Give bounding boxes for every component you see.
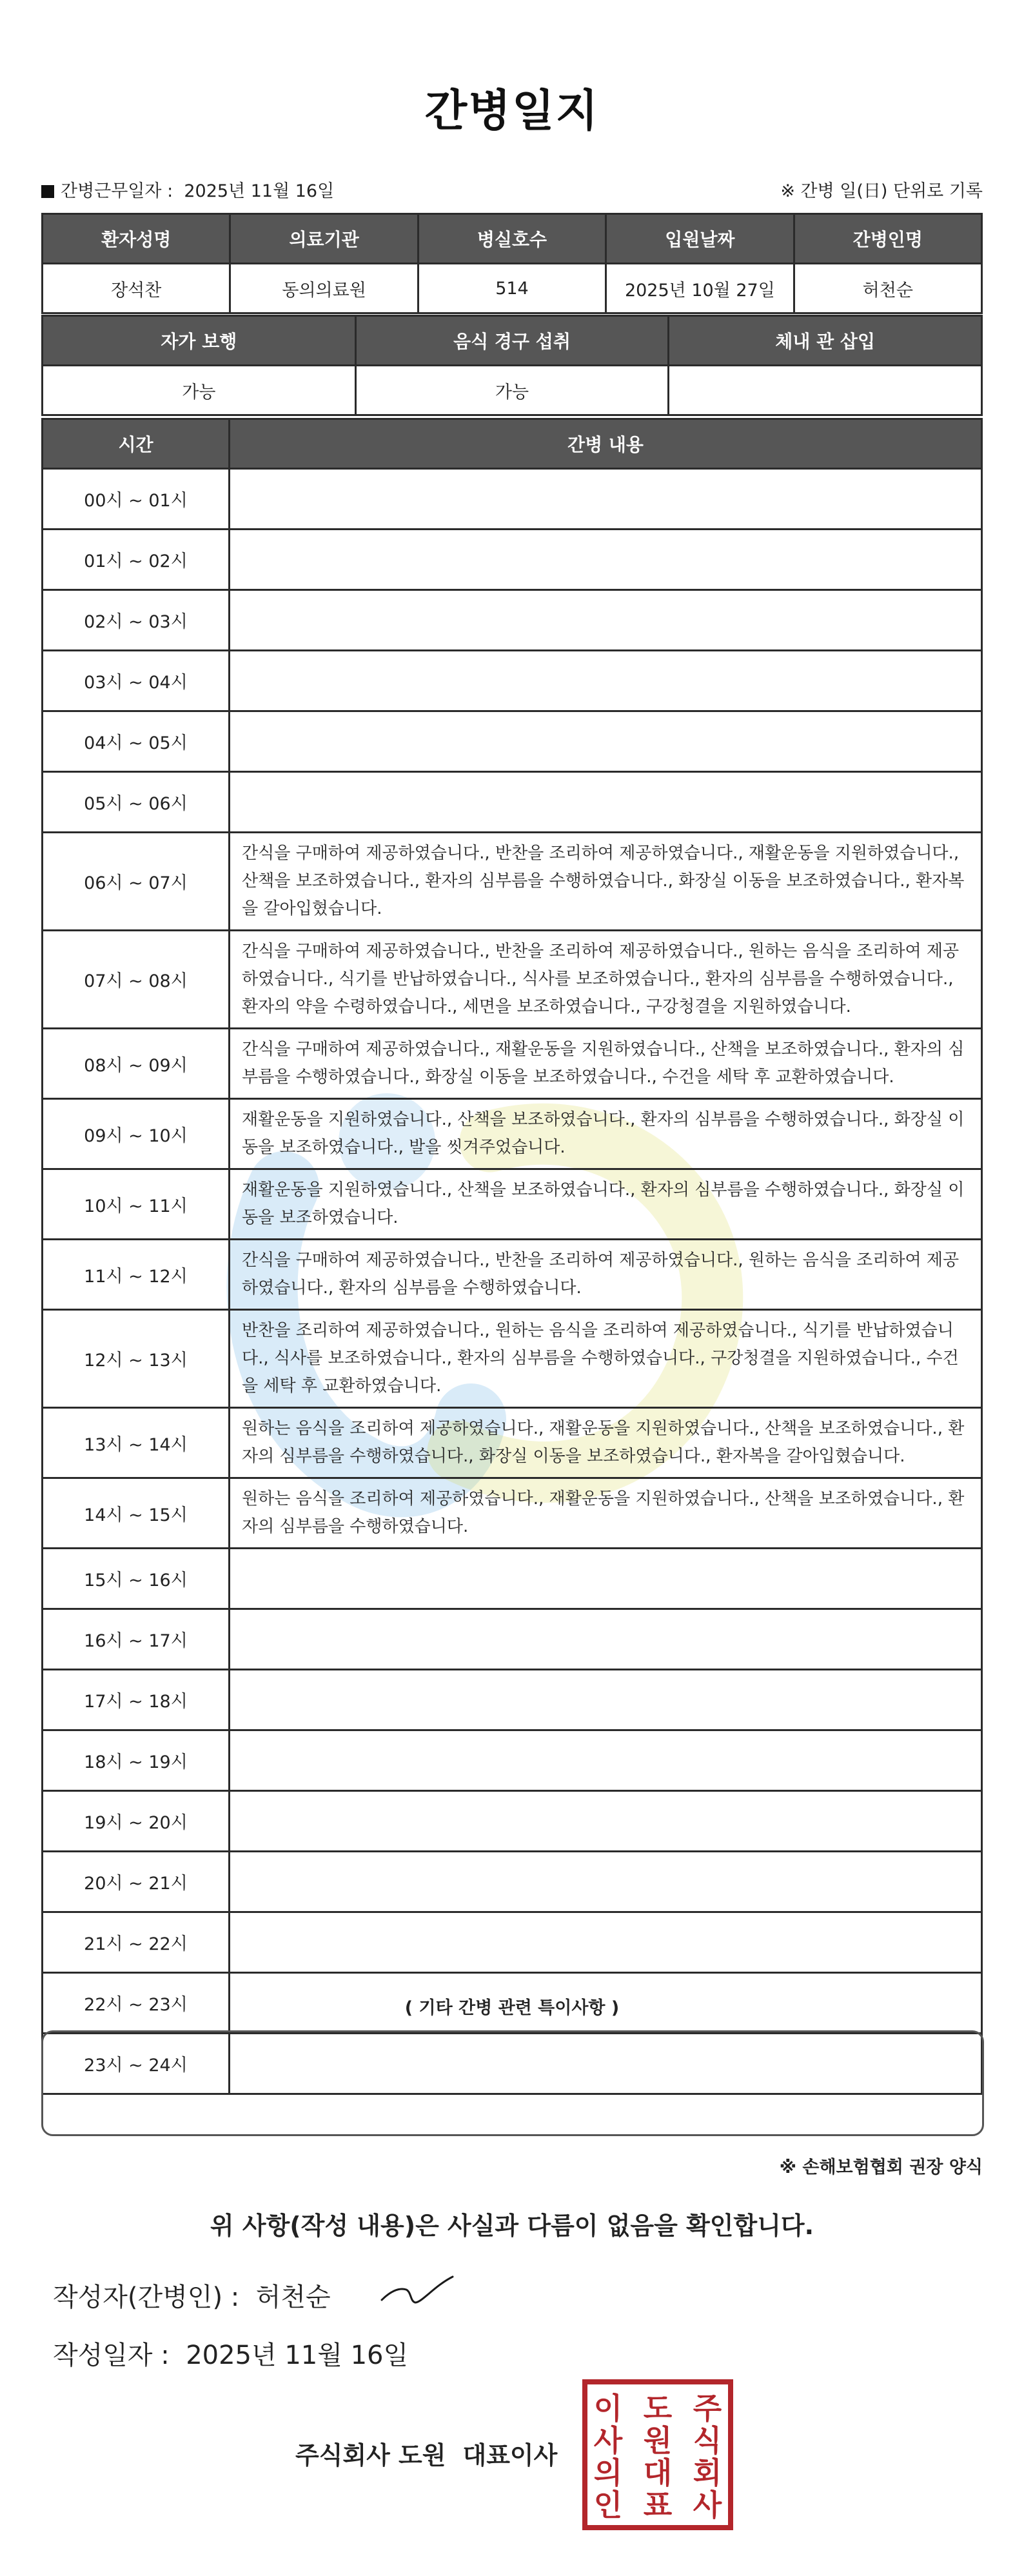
log-content [230, 1791, 982, 1852]
log-time: 12시 ~ 13시 [43, 1310, 230, 1408]
log-content [230, 1609, 982, 1670]
log-time: 15시 ~ 16시 [43, 1549, 230, 1609]
recommended-form-note: ※ 손해보험협회 권장 양식 [779, 2157, 983, 2177]
header-room: 병실호수 [418, 214, 606, 264]
log-row [43, 1549, 982, 1609]
log-content: 원하는 음식을 조리하여 제공하였습니다., 재활운동을 지원하였습니다., 산책을 보조하였습니다., 환자의 심부름을 수행하였습니다., 화장실 이동을 보조하였습니다., 환자복을 갈아입혔습니다. [230, 1408, 982, 1478]
header-oral-intake: 음식 경구 섭취 [355, 316, 669, 366]
status-header-row [43, 316, 982, 366]
patient-value-row [43, 264, 982, 313]
log-row [43, 1029, 982, 1099]
log-content [230, 1730, 982, 1791]
log-content [230, 1670, 982, 1730]
stamp-character: 표 [643, 2488, 673, 2522]
log-row [43, 1791, 982, 1852]
log-row [43, 1730, 982, 1791]
log-time: 17시 ~ 18시 [43, 1670, 230, 1730]
log-time: 10시 ~ 11시 [43, 1169, 230, 1240]
log-time: 13시 ~ 14시 [43, 1408, 230, 1478]
log-content [230, 711, 982, 772]
patient-header-row [43, 214, 982, 264]
log-time: 03시 ~ 04시 [43, 651, 230, 711]
header-patient-name: 환자성명 [43, 214, 230, 264]
stamp-character: 사 [693, 2488, 722, 2522]
log-time: 21시 ~ 22시 [43, 1912, 230, 1973]
log-content: 간식을 구매하여 제공하였습니다., 반찬을 조리하여 제공하였습니다., 원하는 음식을 조리하여 제공하였습니다., 식기를 반납하였습니다., 식사를 보조하였습니다., 환자의 심부름을 수행하였습니다., 환자의 약을 수령하였습니다., 세면을 보조하였습니다., 구강청결을 지원하였습니다. [230, 931, 982, 1029]
written-date-line [53, 2335, 408, 2372]
log-content: 간식을 구매하여 제공하였습니다., 반찬을 조리하여 제공하였습니다., 재활운동을 지원하였습니다., 산책을 보조하였습니다., 환자의 심부름을 수행하였습니다., 화장실 이동을 보조하였습니다., 환자복을 갈아입혔습니다. [230, 833, 982, 931]
stamp-character: 사 [593, 2423, 623, 2458]
log-time: 02시 ~ 03시 [43, 590, 230, 651]
oral-intake-status: 가능 [355, 366, 669, 415]
header-care-content: 간병 내용 [230, 419, 982, 469]
stamp-character: 의 [593, 2455, 623, 2490]
caregiver-name: 허천순 [794, 264, 981, 313]
header-tube-insertion: 체내 관 삽입 [669, 316, 982, 366]
log-row [43, 1912, 982, 1973]
log-row [43, 530, 982, 590]
log-time: 01시 ~ 02시 [43, 530, 230, 590]
log-time: 22시 ~ 23시 [43, 1973, 230, 2034]
log-time: 20시 ~ 21시 [43, 1852, 230, 1912]
log-row [43, 1408, 982, 1478]
stamp-character: 주 [693, 2391, 722, 2426]
header-hospital: 의료기관 [230, 214, 418, 264]
work-date-value: 2025년 11월 16일 [184, 181, 335, 201]
log-content [230, 772, 982, 833]
stamp-character: 회 [693, 2455, 722, 2490]
log-content: 반찬을 조리하여 제공하였습니다., 원하는 음식을 조리하여 제공하였습니다., 식기를 반납하였습니다., 식사를 보조하였습니다., 환자의 심부름을 수행하였습니다., 구강청결을 지원하였습니다., 수건을 세탁 후 교환하였습니다. [230, 1310, 982, 1408]
log-content: 원하는 음식을 조리하여 제공하였습니다., 재활운동을 지원하였습니다., 산책을 보조하였습니다., 환자의 심부름을 수행하였습니다. [230, 1478, 982, 1549]
page-title: 간병일지 [424, 86, 600, 137]
company-seal-stamp [582, 2379, 734, 2531]
log-rows [43, 469, 982, 2094]
log-row [43, 1310, 982, 1408]
status-value-row [43, 366, 982, 415]
writer-label: 작성자(간병인) : [53, 2283, 240, 2312]
log-content [230, 590, 982, 651]
log-content [230, 1852, 982, 1912]
stamp-character: 인 [593, 2488, 623, 2522]
confirmation-statement: 위 사항(작성 내용)은 사실과 다름이 없음을 확인합니다. [210, 2212, 814, 2240]
stamp-character: 원 [643, 2423, 673, 2458]
hospital-name: 동의의료원 [230, 264, 418, 313]
log-time: 07시 ~ 08시 [43, 931, 230, 1029]
stamp-character: 대 [643, 2455, 673, 2490]
log-content: 간식을 구매하여 제공하였습니다., 반찬을 조리하여 제공하였습니다., 원하는 음식을 조리하여 제공하였습니다., 환자의 심부름을 수행하였습니다. [230, 1240, 982, 1310]
written-date-label: 작성일자 : [53, 2341, 170, 2370]
log-header-row [43, 419, 982, 469]
stamp-character: 이 [593, 2391, 623, 2426]
log-content [230, 651, 982, 711]
log-row [43, 469, 982, 530]
log-row [43, 1099, 982, 1169]
log-content: 간식을 구매하여 제공하였습니다., 재활운동을 지원하였습니다., 산책을 보조하였습니다., 환자의 심부름을 수행하였습니다., 화장실 이동을 보조하였습니다., 수건을 세탁 후 교환하였습니다. [230, 1029, 982, 1099]
room-number: 514 [418, 264, 606, 313]
log-row [43, 590, 982, 651]
patient-status-table [41, 315, 983, 416]
hourly-log-table [41, 418, 983, 2095]
representative-title: 대표이사 [462, 2441, 558, 2470]
log-row [43, 931, 982, 1029]
log-time: 05시 ~ 06시 [43, 772, 230, 833]
unit-note: ※ 간병 일(日) 단위로 기록 [780, 181, 983, 201]
log-content [230, 1549, 982, 1609]
log-content [230, 469, 982, 530]
log-time: 18시 ~ 19시 [43, 1730, 230, 1791]
log-time: 09시 ~ 10시 [43, 1099, 230, 1169]
tube-insertion-status [669, 366, 982, 415]
log-content: 재활운동을 지원하였습니다., 산책을 보조하였습니다., 환자의 심부름을 수행하였습니다., 화장실 이동을 보조하였습니다. [230, 1169, 982, 1240]
log-row [43, 1240, 982, 1310]
log-row [43, 1609, 982, 1670]
log-time: 00시 ~ 01시 [43, 469, 230, 530]
admission-date: 2025년 10월 27일 [606, 264, 794, 313]
log-time: 16시 ~ 17시 [43, 1609, 230, 1670]
header-time: 시간 [43, 419, 230, 469]
work-date [41, 177, 334, 202]
log-time: 06시 ~ 07시 [43, 833, 230, 931]
walking-status: 가능 [43, 366, 356, 415]
handwritten-signature [377, 2270, 460, 2315]
notes-title: ( 기타 간병 관련 특이사항 ) [404, 1998, 620, 2018]
notes-box [41, 2030, 984, 2136]
log-time: 23시 ~ 24시 [43, 2034, 230, 2094]
company-name: 주식회사 도원 [295, 2441, 446, 2470]
stamp-character: 도 [643, 2391, 673, 2426]
log-time: 08시 ~ 09시 [43, 1029, 230, 1099]
log-row [43, 772, 982, 833]
header-caregiver: 간병인명 [794, 214, 981, 264]
log-time: 14시 ~ 15시 [43, 1478, 230, 1549]
log-row [43, 651, 982, 711]
patient-name: 장석찬 [43, 264, 230, 313]
log-row [43, 711, 982, 772]
log-row [43, 1478, 982, 1549]
log-row [43, 833, 982, 931]
work-date-label: 간병근무일자 : [61, 181, 173, 201]
header-walking: 자가 보행 [43, 316, 356, 366]
patient-info-table [41, 213, 983, 314]
log-time: 04시 ~ 05시 [43, 711, 230, 772]
log-time: 11시 ~ 12시 [43, 1240, 230, 1310]
header-admission-date: 입원날짜 [606, 214, 794, 264]
log-row [43, 1169, 982, 1240]
bullet-square-icon [41, 185, 54, 198]
log-row [43, 1852, 982, 1912]
written-date-value: 2025년 11월 16일 [186, 2341, 409, 2370]
company-line [295, 2435, 574, 2471]
writer-line [53, 2277, 331, 2313]
writer-name: 허천순 [255, 2283, 331, 2312]
log-time: 19시 ~ 20시 [43, 1791, 230, 1852]
log-row [43, 1670, 982, 1730]
log-content [230, 530, 982, 590]
log-content [230, 1912, 982, 1973]
log-content: 재활운동을 지원하였습니다., 산책을 보조하였습니다., 환자의 심부름을 수행하였습니다., 화장실 이동을 보조하였습니다., 발을 씻겨주었습니다. [230, 1099, 982, 1169]
stamp-character: 식 [693, 2423, 722, 2458]
